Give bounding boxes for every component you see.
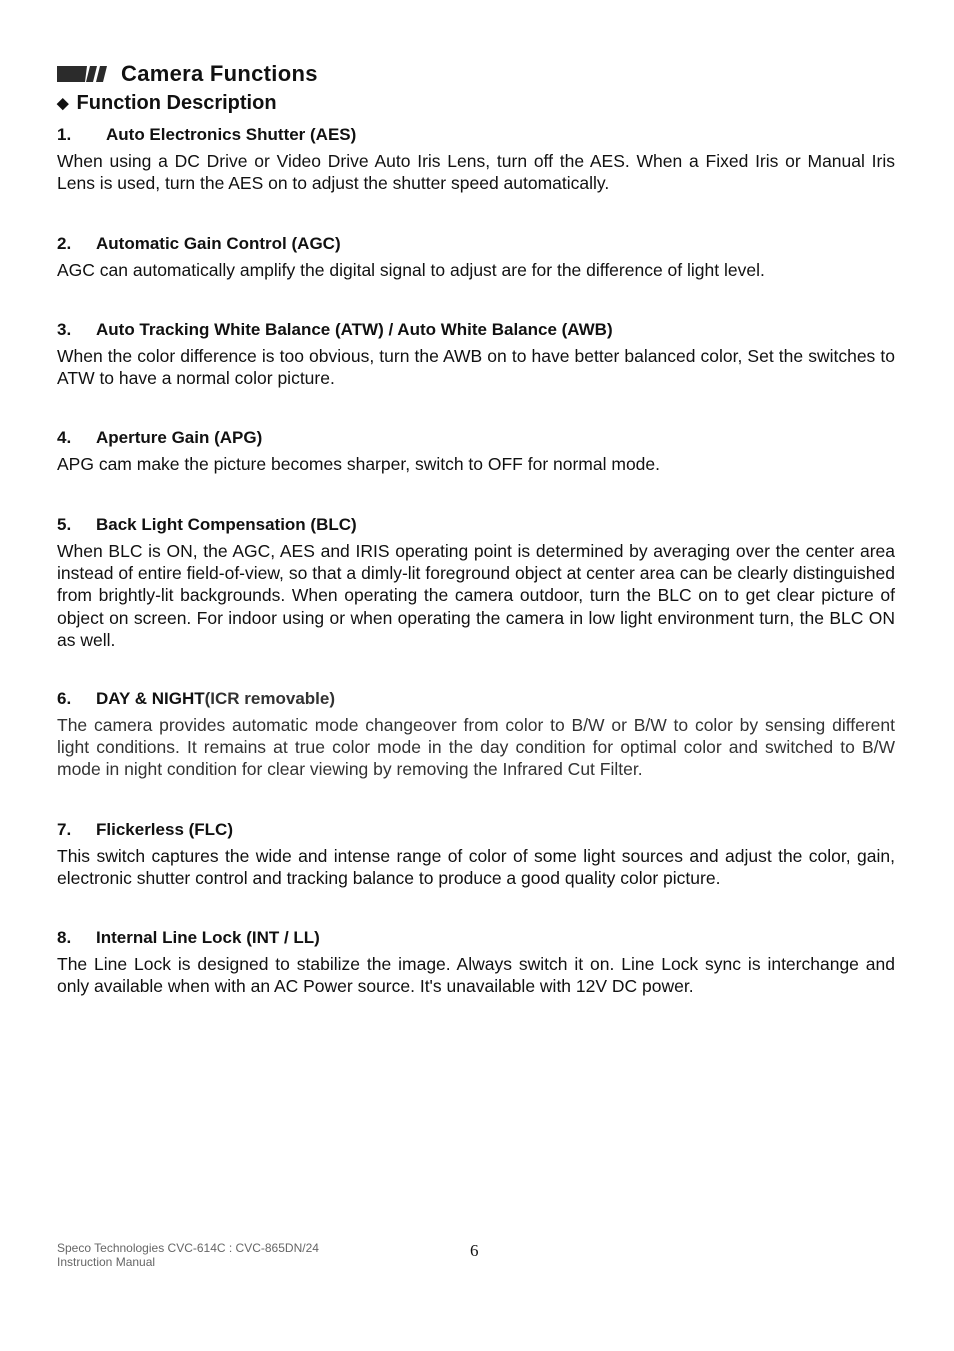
section-agc bbox=[57, 233, 895, 281]
section-number: 5. bbox=[57, 515, 72, 534]
section-aes bbox=[57, 124, 895, 194]
section-heading bbox=[57, 427, 895, 449]
section-number: 7. bbox=[57, 820, 72, 839]
section-body: When the color difference is too obvious, turn the AWB on to have better balanced color, Set the switches to ATW to have a normal color picture. bbox=[57, 346, 895, 389]
section-title-note: (ICR removable) bbox=[204, 689, 336, 708]
section-number: 6. bbox=[57, 689, 72, 708]
section-body: The camera provides automatic mode changeover from color to B/W or B/W to color by sensing different light conditions. It remains at true color mode in the day condition for optimal color and switched to B/W mode in night condition for clear viewing by removing the Infrared Cut Filter. bbox=[57, 715, 895, 780]
section-flc bbox=[57, 819, 895, 889]
page-number: 6 bbox=[470, 1241, 479, 1260]
chapter-stripes-icon bbox=[57, 64, 107, 84]
section-heading bbox=[57, 927, 895, 949]
section-heading bbox=[57, 124, 895, 146]
section-number: 8. bbox=[57, 928, 72, 947]
section-number: 2. bbox=[57, 234, 72, 253]
section-number: 3. bbox=[57, 320, 72, 339]
section-heading bbox=[57, 319, 895, 341]
section-number: 4. bbox=[57, 428, 72, 447]
section-body: When BLC is ON, the AGC, AES and IRIS operating point is determined by averaging over the center area instead of entire field-of-view, so that a dimly-lit foreground object at center area can be clearly distinguished from brightly-lit backgrounds. When operating the camera outdoor, turn the BLC on to get clear picture of object on screen. For indoor using or when operating the camera in low light environment turn, the BLC ON as well. bbox=[57, 541, 895, 650]
section-day-night bbox=[57, 688, 895, 781]
section-title: Auto Electronics Shutter (AES) bbox=[106, 125, 357, 144]
diamond-bullet-icon: ◆ bbox=[57, 95, 69, 112]
section-blc bbox=[57, 514, 895, 651]
section-title: Aperture Gain (APG) bbox=[96, 428, 263, 447]
section-heading bbox=[57, 514, 895, 536]
section-apg bbox=[57, 427, 895, 475]
section-body: AGC can automatically amplify the digital signal to adjust are for the difference of light level. bbox=[57, 260, 765, 280]
section-title: Automatic Gain Control (AGC) bbox=[96, 234, 341, 253]
section-title: Auto Tracking White Balance (ATW) / Auto White Balance (AWB) bbox=[96, 320, 613, 339]
section-line-lock bbox=[57, 927, 895, 997]
section-body: The Line Lock is designed to stabilize the image. Always switch it on. Line Lock sync is interchange and only available when with an AC Power source. It's unavailable with 12V DC power. bbox=[57, 954, 895, 997]
section-title: Back Light Compensation (BLC) bbox=[96, 515, 357, 534]
sub-heading-text: Function Description bbox=[76, 91, 277, 114]
section-body: APG cam make the picture becomes sharper, switch to OFF for normal mode. bbox=[57, 454, 661, 474]
footer-line-1: Speco Technologies CVC-614C : CVC-865DN/24 bbox=[57, 1241, 319, 1255]
section-heading bbox=[57, 819, 895, 841]
section-heading bbox=[57, 233, 895, 255]
section-heading bbox=[57, 688, 895, 710]
section-body: This switch captures the wide and intense range of color of some light sources and adjust the color, gain, electronic shutter control and tracking balance to produce a good quality color picture. bbox=[57, 846, 895, 889]
chapter-heading bbox=[57, 61, 318, 87]
footer-product-info bbox=[57, 1241, 319, 1269]
footer-line-2: Instruction Manual bbox=[57, 1255, 156, 1269]
section-number: 1. bbox=[57, 125, 72, 144]
section-title: DAY & NIGHT bbox=[96, 689, 205, 708]
chapter-title: Camera Functions bbox=[121, 61, 318, 86]
section-title: Internal Line Lock (INT / LL) bbox=[96, 928, 320, 947]
section-atw-awb bbox=[57, 319, 895, 389]
section-body: When using a DC Drive or Video Drive Auto Iris Lens, turn off the AES. When a Fixed Iris or Manual Iris Lens is used, turn the AES on to adjust the shutter speed automatically. bbox=[57, 151, 895, 194]
sub-heading bbox=[57, 90, 277, 116]
section-title: Flickerless (FLC) bbox=[96, 820, 233, 839]
